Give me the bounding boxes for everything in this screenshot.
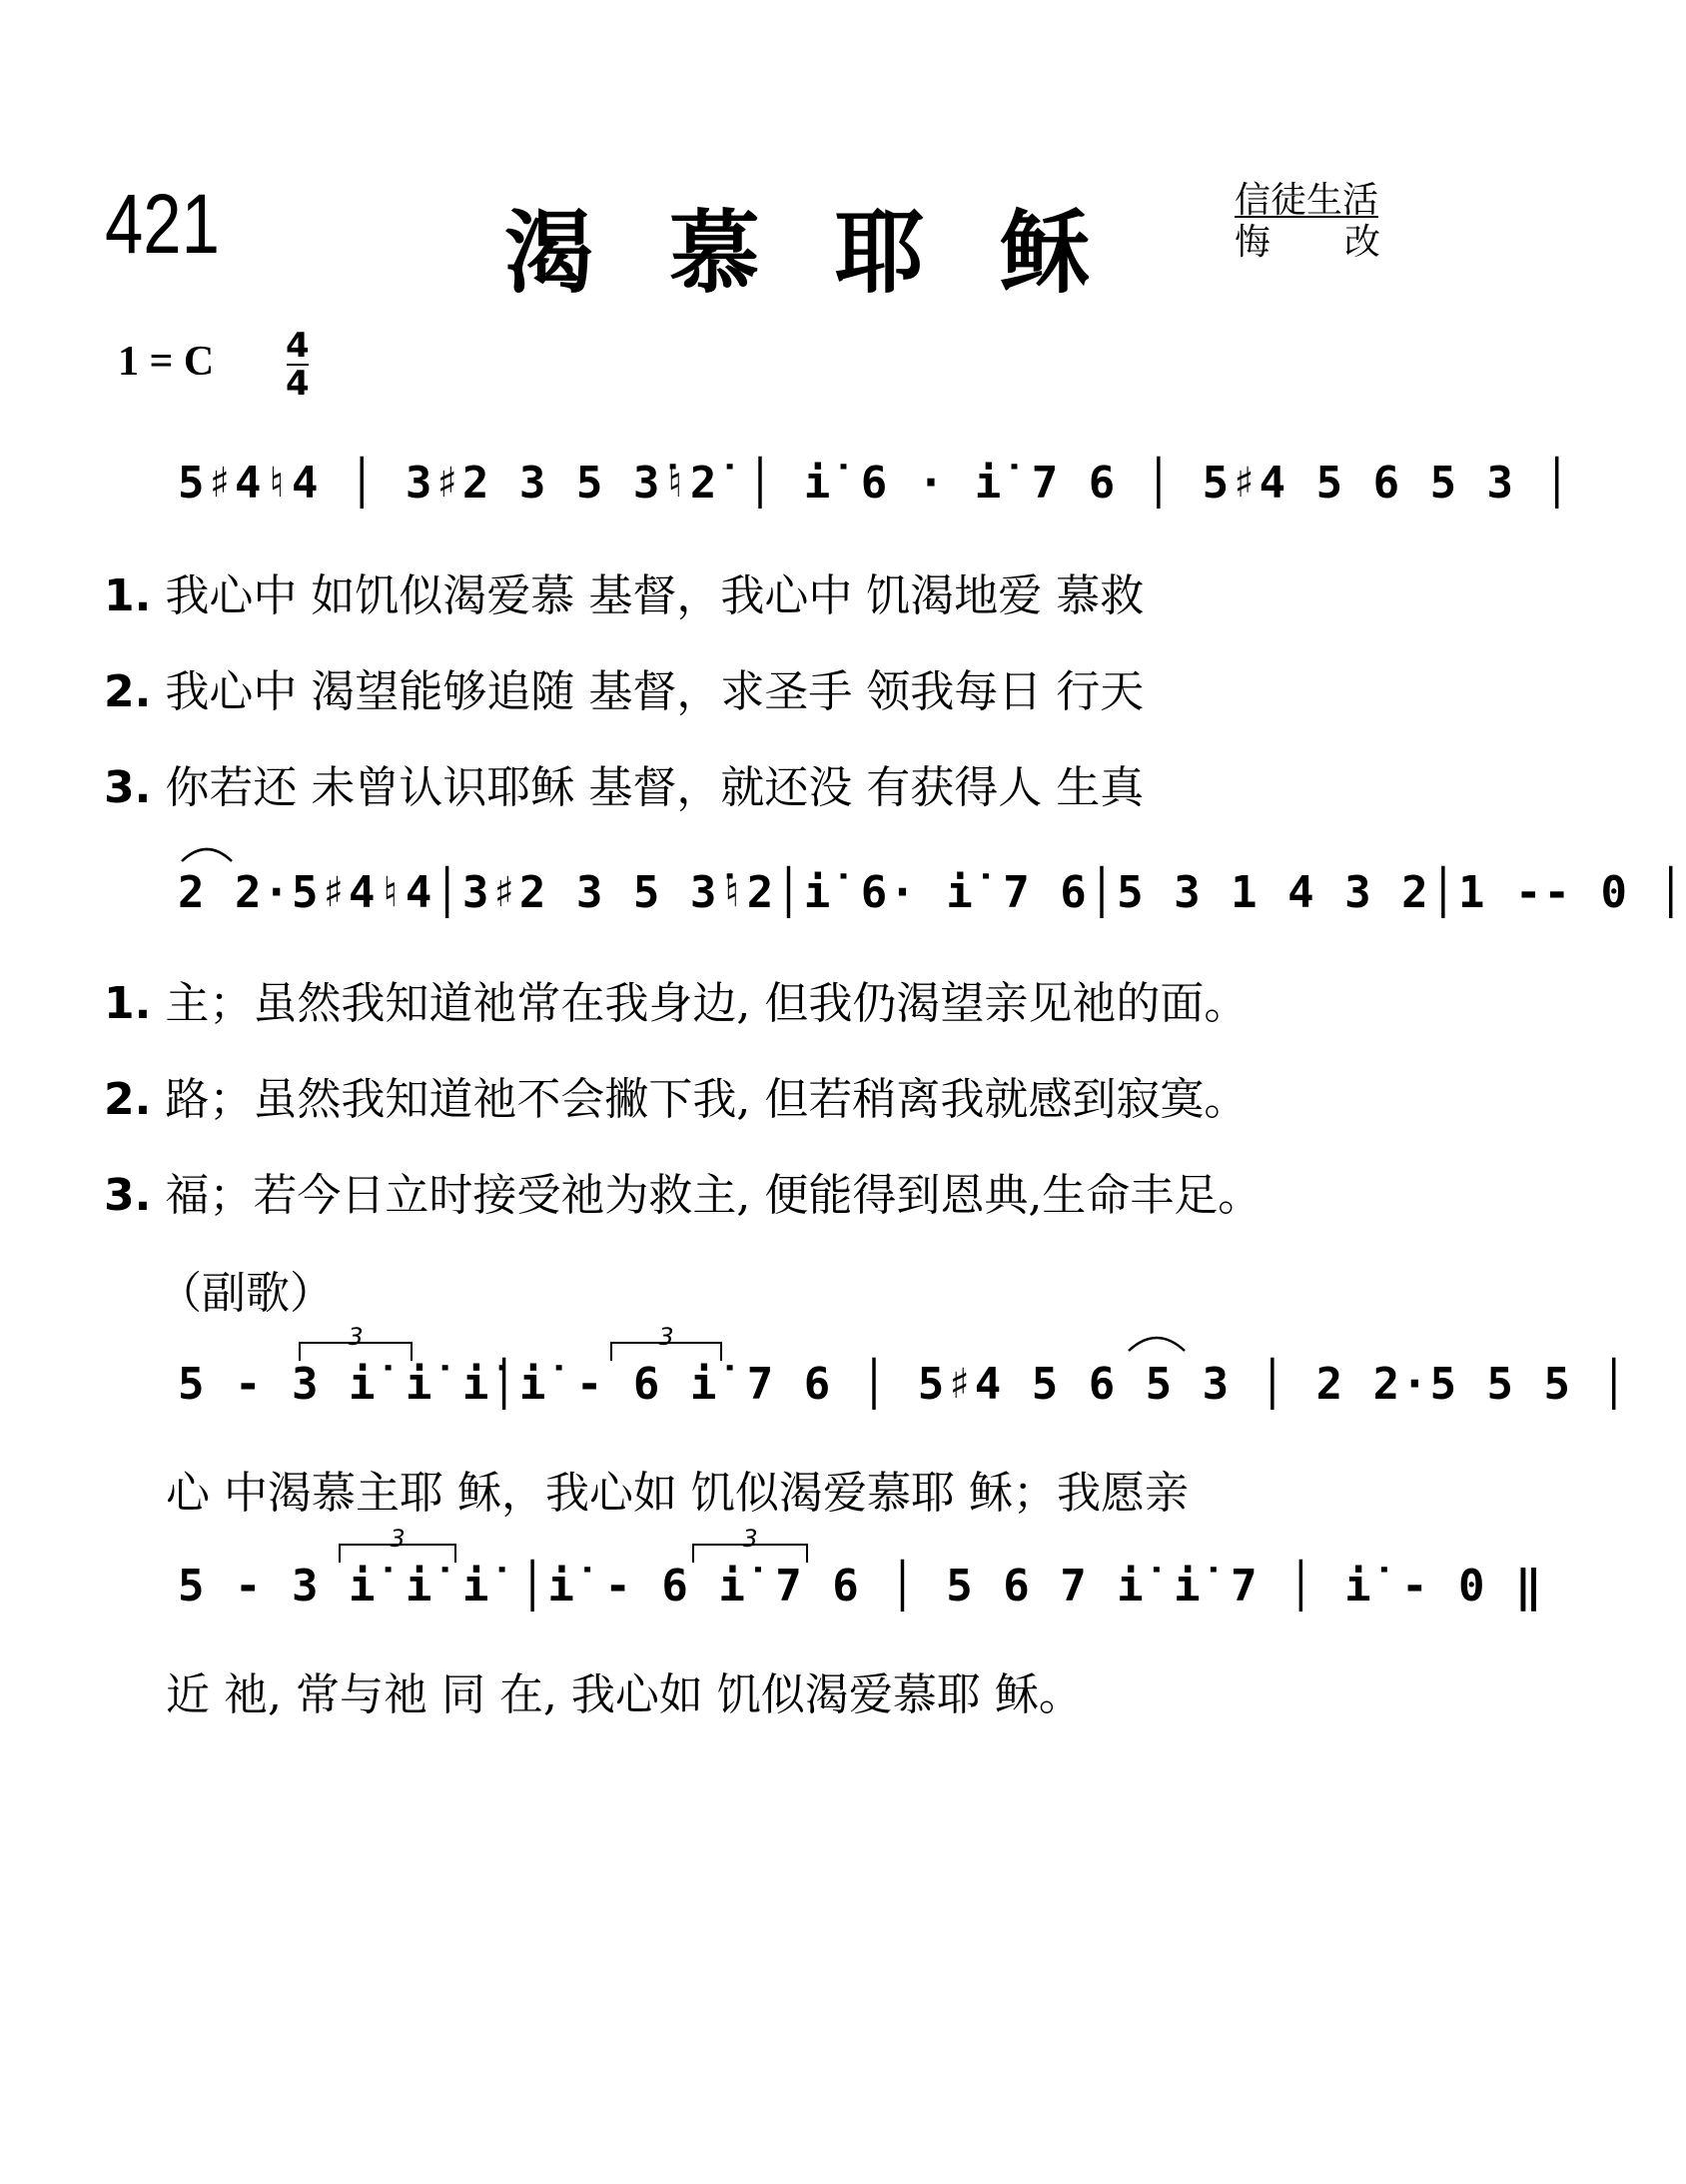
verse-number: 1. — [104, 570, 152, 621]
verse-number: 2. — [104, 666, 152, 717]
triplet-number: 3 — [390, 1525, 406, 1553]
chorus-line-1-lyrics: 心 中渴慕主耶 稣，我心如 饥似渴爱慕耶 稣；我愿亲 — [166, 1468, 1189, 1519]
system-1-notes: 5♯4♮4 │ 3♯2 3 5 3̇♮2̇ │ i̇ 6 · i̇ 7 6 │ 5♯4 5 6 5 3 │ — [178, 458, 1573, 509]
lyric-text: 我心中 渴望能够追随 基督，求圣手 领我每日 行天 — [165, 666, 1145, 717]
chorus-label: （副歌） — [158, 1268, 334, 1319]
system-2-notes: 2 2·5♯4♮4│3♯2 3 5 3̇♮2│i̇ 6· i̇ 7 6│5 3 1 4 3 2│1 -- 0 │ — [178, 867, 1686, 918]
tie-mark — [182, 849, 232, 861]
lyric-text: 福；若今日立时接受祂为救主, 便能得到恩典,生命丰足。 — [165, 1170, 1263, 1221]
lyric-text: 我心中 如饥似渴爱慕 基督，我心中 饥渴地爱 慕救 — [165, 570, 1145, 621]
verse-number: 1. — [104, 978, 152, 1029]
chorus-line-2-lyrics: 近 祂, 常与祂 同 在, 我心如 饥似渴爱慕耶 稣。 — [166, 1669, 1083, 1720]
time-signature-top: 4 — [286, 326, 310, 366]
triplet-number: 3 — [348, 1323, 364, 1351]
credit-category-b: 改 — [1343, 222, 1380, 263]
hymn-number: 421 — [105, 177, 220, 271]
credit-source: 信徒生活 — [1235, 180, 1379, 221]
hymn-title: 渴 慕 耶 稣 — [504, 201, 1112, 306]
verse-number: 3. — [104, 1170, 152, 1221]
chorus-line-1-notes: 5 - 3 i̇ i̇ i̇│i̇ - 6 i̇ 7 6 │ 5♯4 5 6 5 3 │ 2 2·5 5 5 │ — [178, 1359, 1630, 1410]
verse-number: 2. — [104, 1074, 152, 1125]
chorus-line-2-notes: 5 - 3 i̇ i̇ i̇ │i̇ - 6 i̇ 7 6 │ 5 6 7 i̇ i̇ 7 │ i̇ - 0 ‖ — [178, 1561, 1544, 1612]
lyric-text: 主；虽然我知道祂常在我身边, 但我仍渴望亲见祂的面。 — [165, 978, 1249, 1029]
triplet-number: 3 — [658, 1323, 674, 1351]
triplet-number: 3 — [742, 1525, 758, 1553]
verse-number: 3. — [104, 762, 152, 813]
lyric-text: 路；虽然我知道祂不会撇下我, 但若稍离我就感到寂寞。 — [165, 1074, 1249, 1125]
key-signature: 1 = C — [118, 339, 215, 385]
lyric-text: 你若还 未曾认识耶稣 基督，就还没 有获得人 生真 — [165, 762, 1145, 813]
time-signature-bottom: 4 — [286, 364, 310, 404]
tie-mark — [1129, 1338, 1185, 1351]
credit-category-a: 悔 — [1235, 222, 1271, 263]
